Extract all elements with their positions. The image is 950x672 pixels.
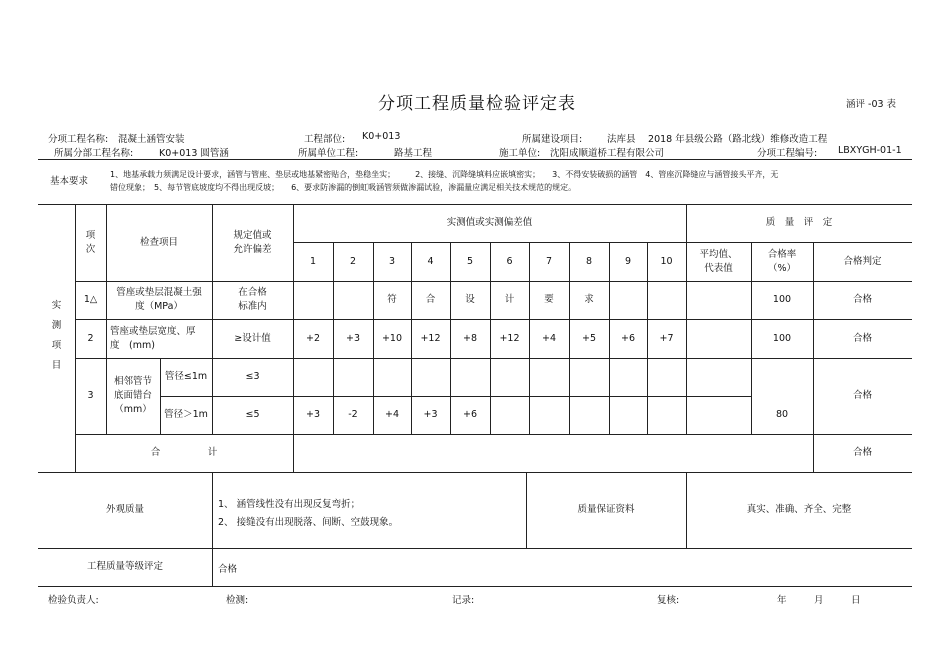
row-no: 2: [87, 332, 94, 344]
appearance-label: 外观质量: [105, 504, 144, 515]
footer-tester: 检测:: [226, 595, 249, 606]
side-label-char: 目: [51, 360, 62, 371]
measured-value: +12: [420, 332, 441, 344]
item-name-value: 混凝土涵管安装: [118, 134, 185, 145]
total-judge: 合格: [852, 447, 872, 458]
measured-value: +5: [581, 332, 596, 344]
point-num: 3: [388, 255, 396, 267]
assurance-label: 质量保证资料: [577, 504, 635, 515]
row-spec: ≥设计值: [234, 332, 271, 344]
code-value: LBXYGH-01-1: [838, 145, 902, 156]
appearance-line2: 2、 接缝没有出现脱落、间断、空鼓现象。: [218, 517, 399, 528]
measured-value: 设: [465, 294, 475, 305]
col-header-measured: 实测值或实测偏差值: [446, 217, 533, 228]
project-label: 所属建设项目:: [522, 134, 583, 145]
row-item: 相邻管节 底面错台 （mm）: [113, 376, 152, 415]
col-header-rate: 合格率 （%）: [767, 248, 797, 274]
point-num: 8: [585, 255, 593, 267]
footer-day: 日: [851, 595, 861, 606]
measured-value: 合: [425, 294, 436, 305]
contractor-value: 沈阳成顺道桥工程有限公司: [550, 148, 665, 159]
basic-requirements-label: 基本要求: [49, 175, 88, 187]
footer-month: 月: [814, 595, 824, 606]
point-num: 4: [427, 255, 434, 267]
pass-rate: 100: [772, 332, 792, 344]
unit-value: 路基工程: [394, 148, 433, 159]
measured-value: +4: [541, 332, 556, 344]
row-spec: ≤5: [245, 409, 260, 420]
grade-label: 工程质量等级评定: [86, 561, 163, 572]
measured-value: [333, 281, 373, 319]
row-item: 管座或垫层混凝土强 度（MPa）: [116, 287, 202, 312]
code-label: 分项工程编号:: [757, 148, 818, 159]
col-header-judge: 合格判定: [843, 255, 882, 267]
point-num: 10: [660, 255, 673, 267]
unit-label: 所属单位工程:: [298, 148, 359, 159]
col-header-quality: 质 量 评 定: [765, 217, 833, 228]
side-label-char: 测: [51, 320, 62, 331]
measured-value: [647, 281, 686, 319]
division-value: K0+013 圆管涵: [159, 148, 229, 159]
measured-value: [293, 281, 333, 319]
col-header-item-no: 项 次: [85, 229, 96, 255]
form-code: 涵评 -03 表: [846, 99, 897, 110]
footer-inspector: 检验负责人:: [48, 595, 99, 606]
point-num: 7: [545, 255, 553, 267]
measured-value: +6: [462, 409, 477, 420]
division-label: 所属分部工程名称:: [54, 148, 134, 159]
location-value: K0+013: [362, 131, 401, 142]
location-label: 工程部位:: [304, 134, 346, 145]
measured-value: +6: [620, 332, 635, 344]
col-header-check-item: 检查项目: [139, 236, 178, 248]
contractor-label: 施工单位:: [499, 148, 541, 159]
footer-year: 年: [777, 595, 787, 606]
measured-value: +3: [345, 332, 360, 344]
basic-requirements-line1: 1、地基承载力须满足设计要求，涵管与管座、垫层或地基紧密贴合，垫稳坐实； 2、接缝、沉降缝填料应嵌填密实； 3、不得安装破损的涵管 4、管座沉降缝应与涵管接头平齐，无: [110, 170, 779, 179]
row-no: 1△: [83, 294, 98, 305]
measured-value: +8: [462, 332, 477, 344]
point-num: 1: [309, 255, 317, 267]
row-subitem: 管径≤1m: [164, 371, 208, 382]
col-header-avg: 平均值、 代表值: [699, 248, 738, 274]
footer-recorder: 记录:: [452, 595, 475, 606]
col-header-spec: 规定值或 允许偏差: [233, 229, 272, 255]
pass-judge: 合格: [852, 294, 872, 305]
measured-value: +2: [305, 332, 320, 344]
row-spec: 在合格 标准内: [238, 287, 267, 312]
item-name-label: 分项工程名称:: [48, 134, 109, 145]
pass-judge: 合格: [852, 390, 872, 401]
footer-reviewer: 复核:: [657, 595, 680, 606]
pass-rate: 100: [772, 294, 792, 305]
point-num: 5: [466, 255, 474, 267]
total-label: 合 计: [150, 447, 218, 458]
row-no: 3: [87, 390, 94, 401]
row-item: 管座或垫层宽度、厚 度 (mm): [110, 325, 196, 351]
measured-value: +3: [423, 409, 438, 420]
measured-value: 符: [387, 294, 397, 305]
point-num: 6: [506, 255, 513, 267]
measured-value: +10: [381, 332, 403, 344]
measured-value: -2: [348, 409, 358, 420]
point-num: 9: [624, 255, 632, 267]
measured-value: +7: [659, 332, 674, 344]
grade-value: 合格: [218, 564, 238, 575]
row-subitem: 管径＞1m: [164, 409, 208, 420]
measured-value: +4: [384, 409, 399, 420]
measured-value: 要: [544, 294, 554, 305]
measured-value: 计: [504, 294, 515, 305]
measured-value: +12: [499, 332, 520, 344]
assurance-value: 真实、准确、齐全、完整: [746, 504, 852, 515]
measured-value: [609, 281, 647, 319]
point-num: 2: [349, 255, 357, 267]
pass-rate: 80: [775, 409, 789, 420]
project-value: 法库县 2018 年县级公路（路北线）维修改造工程: [607, 134, 828, 145]
page-title: 分项工程质量检验评定表: [378, 94, 576, 114]
side-label-char: 项: [51, 340, 62, 351]
measured-value: +3: [305, 409, 320, 420]
side-label-char: 实: [51, 300, 62, 311]
measured-value: 求: [584, 294, 594, 305]
appearance-line1: 1、 涵管线性没有出现反复弯折；: [218, 499, 361, 510]
row-spec: ≤3: [245, 371, 260, 382]
pass-judge: 合格: [852, 332, 872, 344]
basic-requirements-line2: 错位现象； 5、每节管底坡度均不得出现反坡； 6、要求防渗漏的倒虹吸涵管须做渗漏试验，渗漏量应满足相关技术规范的规定。: [110, 183, 577, 192]
